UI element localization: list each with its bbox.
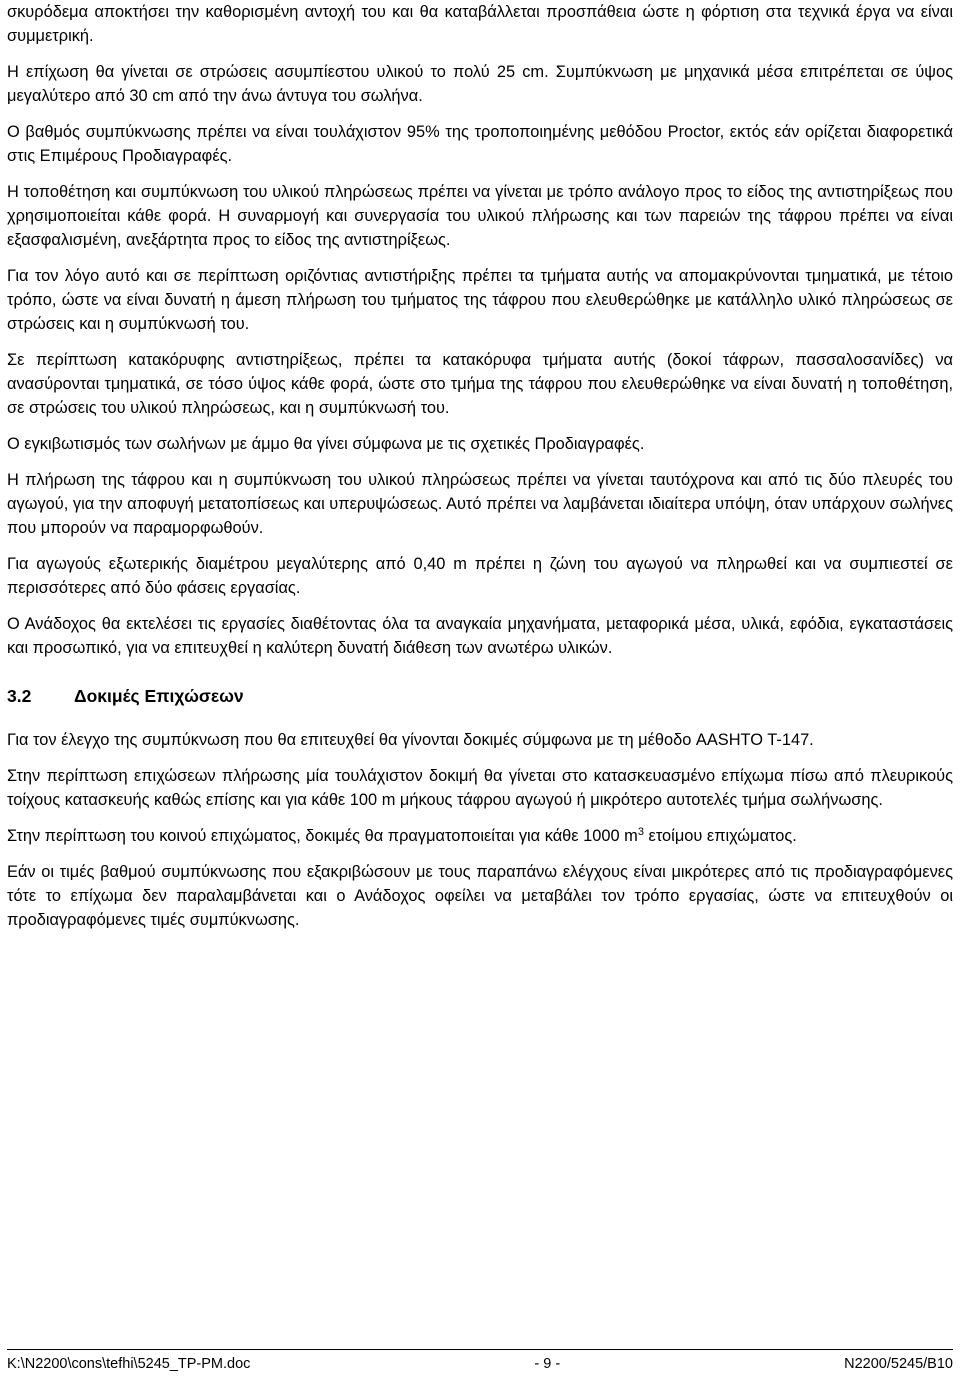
paragraph: σκυρόδεμα αποκτήσει την καθορισμένη αντοχή του και θα καταβάλλεται προσπάθεια ώστε η φόρτιση στα τεχνικά έργα να είναι συμμετρική.: [7, 3, 953, 45]
paragraph: Η επίχωση θα γίνεται σε στρώσεις ασυμπίεστου υλικού το πολύ 25 cm. Συμπύκνωση με μηχανικά μέσα επιτρέπεται σε ύψος μεγαλύτερο από 30 cm από την άνω άντυγα του σωλήνα.: [7, 63, 953, 105]
paragraph-volume: [7, 824, 953, 848]
paragraph: Σε περίπτωση κατακόρυφης αντιστηρίξεως, πρέπει τα κατακόρυφα τμήματα αυτής (δοκοί τάφρων, πασσαλοσανίδες) να ανασύρονται τμηματικά, σε τόσο ύψος κάθε φορά, ώστε στο τμήμα της τάφρου που ελευθερώθηκε να είναι δυνατή η τοποθέτηση, σε στρώσεις του υλικού πληρώσεως, και η συμπύκνωσή του.: [7, 351, 953, 417]
section-heading: [7, 684, 953, 708]
paragraph: Για τον έλεγχο της συμπύκνωση που θα επιτευχθεί θα γίνονται δοκιμές σύμφωνα με τη μέθοδο AASHTO T-147.: [7, 731, 814, 749]
footer-document-code: N2200/5245/B10: [844, 1356, 953, 1372]
footer-file-path: K:\N2200\cons\tefhi\5245_TP-PM.doc: [7, 1356, 251, 1372]
paragraph: Για αγωγούς εξωτερικής διαμέτρου μεγαλύτερης από 0,40 m πρέπει η ζώνη του αγωγού να πληρωθεί και να συμπιεστεί σε περισσότερες από δύο φάσεις εργασίας.: [7, 555, 953, 597]
paragraph: Η τοποθέτηση και συμπύκνωση του υλικού πληρώσεως πρέπει να γίνεται με τρόπο ανάλογο προς το είδος της αντιστηρίξεως που χρησιμοποιείται κάθε φορά. Η συναρμογή και συνεργασία του υλικού πλήρωσης και των παρειών της τάφρου πρέπει να είναι εξασφαλισμένη, ανεξάρτητα προς το είδος της αντιστηρίξεως.: [7, 183, 953, 249]
paragraph: Ο βαθμός συμπύκνωσης πρέπει να είναι τουλάχιστον 95% της τροποποιημένης μεθόδου Proctor, εκτός εάν ορίζεται διαφορετικά στις Επιμέρους Προδιαγραφές.: [7, 123, 953, 165]
volume-text-end: ετοίμου επιχώματος.: [643, 827, 797, 845]
paragraph: Για τον λόγο αυτό και σε περίπτωση οριζόντιας αντιστήριξης πρέπει τα τμήματα αυτής να απομακρύνονται τμηματικά, με τέτοιο τρόπο, ώστε να είναι δυνατή η άμεση πλήρωση του τμήματος της τάφρου που ελευθερώθηκε με κατάλληλο υλικό πληρώσεως σε στρώσεις και η συμπύκνωσή του.: [7, 267, 953, 333]
footer-page-number: - 9 -: [534, 1356, 561, 1372]
paragraph: Εάν οι τιμές βαθμού συμπύκνωσης που εξακριβώσουν με τους παραπάνω ελέγχους είναι μικρότερες από τις προδιαγραφόμενες τότε το επίχωμα δεν παραλαμβάνεται και ο Ανάδοχος οφείλει να μεταβάλει τον τρόπο εργασίας, ώστε να επιτευχθούν οι προδιαγραφόμενες τιμές συμπύκνωσης.: [7, 863, 953, 929]
section-number: 3.2: [7, 686, 32, 706]
page-footer: [7, 1349, 953, 1373]
paragraph: Ο εγκιβωτισμός των σωλήνων με άμμο θα γίνει σύμφωνα με τις σχετικές Προδιαγραφές.: [7, 435, 645, 453]
section-title: Δοκιμές Επιχώσεων: [74, 686, 244, 706]
superscript: 3: [637, 826, 644, 838]
paragraph: Στην περίπτωση επιχώσεων πλήρωσης μία τουλάχιστον δοκιμή θα γίνεται στο κατασκευασμένο επίχωμα πίσω από πλευρικούς τοίχους κατασκευής καθώς επίσης και για κάθε 100 m μήκους τάφρου αγωγού ή μικρότερο αυτοτελές τμήμα σωλήνωσης.: [7, 767, 953, 809]
paragraph: Η πλήρωση της τάφρου και η συμπύκνωση του υλικού πληρώσεως πρέπει να γίνεται ταυτόχρονα και από τις δύο πλευρές του αγωγού, για την αποφυγή μετατοπίσεως και υπερυψώσεως. Αυτό πρέπει να λαμβάνεται ιδιαίτερα υπόψη, όταν υπάρχουν σωλήνες που μπορούν να παραμορφωθούν.: [7, 471, 953, 537]
document-page: [7, 0, 953, 932]
volume-text: Στην περίπτωση του κοινού επιχώματος, δοκιμές θα πραγματοποιείται για κάθε 1000 m: [7, 827, 638, 845]
paragraph: Ο Ανάδοχος θα εκτελέσει τις εργασίες διαθέτοντας όλα τα αναγκαία μηχανήματα, μεταφορικά μέσα, υλικά, εφόδια, εγκαταστάσεις και προσωπικό, για να επιτευχθεί η καλύτερη δυνατή διάθεση των ανωτέρω υλικών.: [7, 615, 953, 657]
